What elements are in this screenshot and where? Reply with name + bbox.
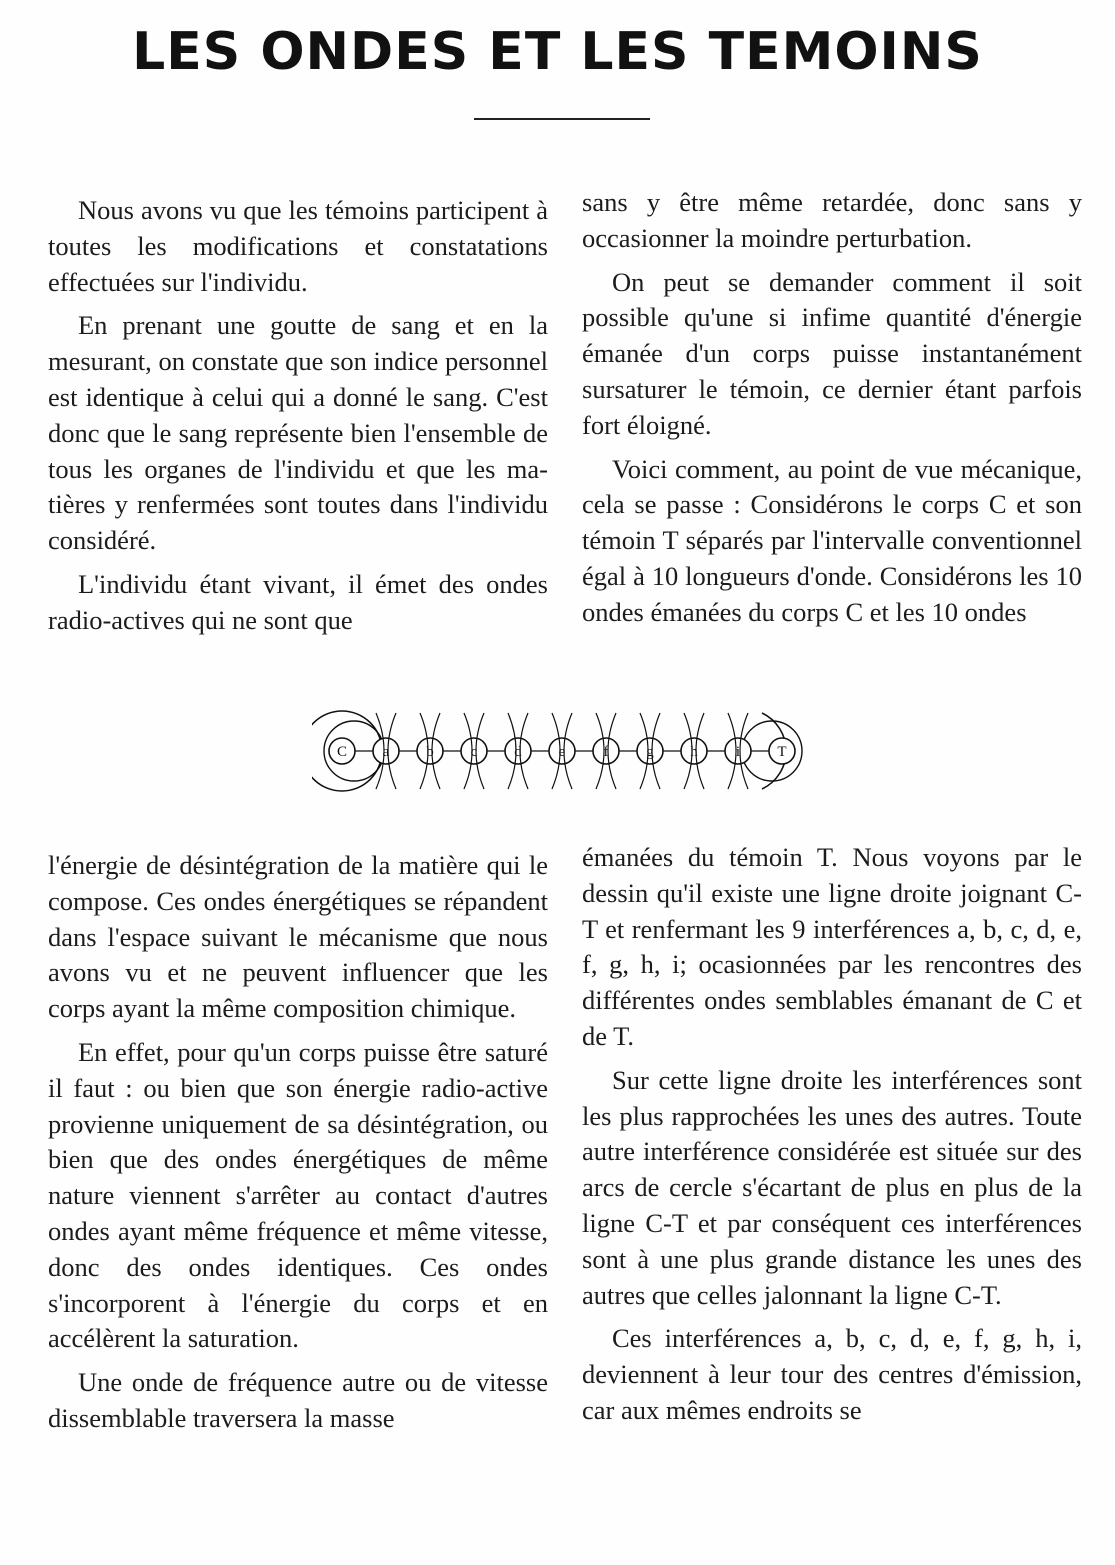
node-label: c (470, 744, 478, 760)
paragraph: Une onde de fréquence autre ou de vitesse dissemblable traversera la masse (48, 1367, 548, 1433)
node-label: g (646, 744, 654, 760)
column-top-left (48, 193, 548, 639)
paragraph: Sur cette ligne droite les interférences sont les plus rapprochées les unes des autres. Toute autre interférence considérée est située sur des arcs de cercle s'écartant de plus en plus de la ligne C-T et par conséquent ces interférences sont à une plus grande distance les unes des autres que celles jalonnant la ligne C-T. (582, 1064, 1082, 1310)
paragraph: Nous avons vu que les témoins participent à toutes les modifications et constatations effectuées sur l'individu. (48, 195, 548, 297)
node-label: T (777, 744, 787, 760)
title-rule (474, 118, 650, 120)
column-bottom-right (582, 840, 1082, 1429)
node-label: e (558, 744, 566, 760)
paragraph: l'énergie de désintégration de la matière qui le compose. Ces ondes énergétiques se répandent dans l'espace suivant le mécanisme que nous avons vu et ne peuvent influencer que les corps ayant la même composition chimique. (48, 850, 548, 1024)
node-label: f (603, 744, 609, 760)
node-label: a (382, 744, 390, 760)
interference-diagram (312, 700, 812, 806)
paragraph: On peut se demander comment il soit possible qu'une si infime quantité d'énergie émanée d'un corps puisse instantanément sursaturer le témoin, ce dernier étant parfois fort éloigné. (582, 266, 1082, 440)
paragraph: Ces interférences a, b, c, d, e, f, g, h, i, deviennent à leur tour des centres d'émission, car aux mêmes endroits se (582, 1323, 1082, 1425)
paragraph: En effet, pour qu'un corps puisse être saturé il faut : ou bien que son énergie radio-active provienne uniquement de sa désintégration, ou bien que des ondes énergétiques de même nature viennent s'arrêter au contact d'autres ondes ayant même fréquence et même vitesse, donc des ondes identiques. Ces ondes s'incorporent à l'énergie du corps et en accélèrent la saturation. (48, 1036, 548, 1354)
paragraph: Voici comment, au point de vue mécanique, cela se passe : Considérons le corps C et son témoin T séparés par l'intervalle conventionnel égal à 10 longueurs d'onde. Considérons les 10 ondes émanées du corps C et les 10 ondes (582, 453, 1082, 627)
paragraph: En prenant une goutte de sang et en la mesurant, on constate que son indice personnel est identique à celui qui a donné le sang. C'est donc que le sang représente bien l'ensemble de tous les organes de l'individu et que les matières y renfermées sont toutes dans l'individu considéré. (48, 310, 548, 556)
node-label: h (690, 744, 698, 760)
node-label: d (514, 744, 522, 760)
paragraph: émanées du témoin T. Nous voyons par le dessin qu'il existe une ligne droite joignant C-T et renfermant les 9 interférences a, b, c, d, e, f, g, h, i; ocasionnées par les rencontres des différentes ondes semblables émanant de C et de T. (582, 842, 1082, 1051)
node-label: i (735, 744, 741, 760)
column-top-right (582, 185, 1082, 631)
page-title: LES ONDES ET LES TEMOINS (132, 22, 983, 82)
column-bottom-left (48, 848, 548, 1437)
paragraph: sans y être même retardée, donc sans y occasionner la moindre perturbation. (582, 187, 1082, 253)
interference-diagram-svg (312, 700, 812, 806)
node-label: C (336, 744, 348, 760)
paragraph: L'individu étant vivant, il émet des ondes radio-actives qui ne sont que (48, 568, 548, 635)
node-label: b (426, 744, 434, 760)
